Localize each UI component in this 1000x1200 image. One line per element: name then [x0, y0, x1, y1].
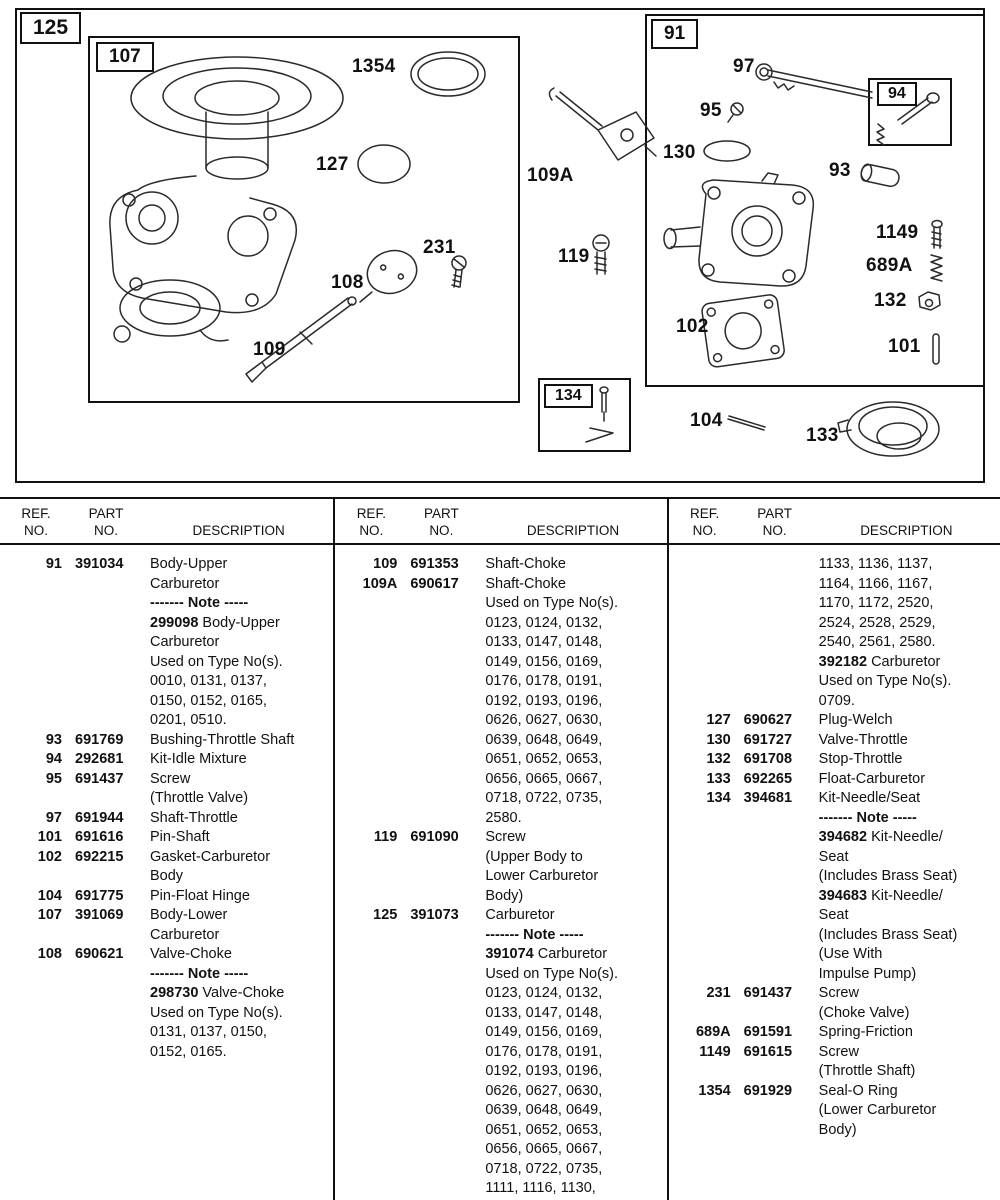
ref-no: 93	[45, 731, 62, 748]
description: Stop-Throttle	[818, 751, 903, 767]
callout-104: 104	[690, 410, 723, 431]
part-no: 691591	[743, 1024, 793, 1040]
callout-1354: 1354	[352, 56, 396, 77]
description: Body-Lower Carburetor	[150, 907, 228, 943]
ref-no: 1354	[698, 1082, 731, 1099]
part-row	[10, 731, 327, 751]
part-row	[679, 1023, 994, 1043]
part-no: 692265	[743, 770, 793, 787]
part-no: 391069	[75, 907, 124, 923]
part-row	[345, 575, 660, 829]
ref-no: 102	[37, 848, 62, 865]
description: Screw (Upper Body to Lower Carburetor Body)	[485, 829, 599, 904]
figure-number-label: 125	[20, 12, 81, 44]
part-no: 691090	[410, 829, 459, 845]
part-no: 691944	[75, 809, 124, 826]
needle-kit-box-label: 134	[544, 384, 593, 408]
ref-no: 689A	[695, 1024, 731, 1040]
callout-109: 109	[253, 339, 286, 360]
part-row	[679, 750, 994, 770]
desc-header: DESCRIPTION	[860, 523, 953, 538]
part-no: 691929	[743, 1082, 793, 1099]
part-row	[345, 906, 660, 1199]
description: Seal-O Ring (Lower Carburetor Body)	[818, 1082, 937, 1138]
description: Screw (Throttle Shaft)	[818, 1043, 916, 1079]
part-row	[10, 887, 327, 907]
column-header	[345, 505, 660, 539]
callout-1149: 1149	[876, 222, 919, 243]
part-no: 691615	[743, 1043, 793, 1060]
part-no: 391073	[410, 907, 459, 923]
ref-no: 109A	[362, 575, 398, 592]
part-no: 691775	[75, 887, 124, 904]
callout-109A: 109A	[527, 165, 574, 186]
part-no: 692215	[75, 848, 124, 865]
lower-body-frame	[88, 36, 520, 403]
part-row	[679, 1043, 994, 1082]
ref-no: 97	[45, 809, 62, 826]
part-no: 691727	[743, 731, 793, 748]
lower-body-box-label: 107	[96, 42, 154, 72]
part-row	[345, 555, 660, 575]
part-no: 391034	[75, 556, 124, 572]
part-row	[679, 789, 994, 984]
desc-header: DESCRIPTION	[526, 523, 620, 538]
exploded-parts-diagram	[0, 0, 1000, 492]
part-row	[10, 906, 327, 945]
description: Screw (Throttle Valve)	[150, 770, 249, 806]
description: 1133, 1136, 1137, 1164, 1166, 1167, 1170, 1172, 2520, 2524, 2528, 2529, 2540, 2561, 2580. 392182 Carburetor Used on Type No(s). 0709.	[818, 556, 952, 709]
callout-102: 102	[676, 316, 709, 337]
table-column-2	[333, 499, 666, 1200]
description: Pin-Float Hinge	[150, 887, 250, 904]
description: Valve-Throttle	[818, 731, 908, 748]
ref-no: 130	[706, 731, 731, 748]
ref-header: REF. NO.	[21, 506, 51, 538]
part-no: 394681	[743, 790, 793, 806]
callout-130: 130	[663, 142, 696, 163]
callout-95: 95	[700, 100, 722, 121]
callout-101: 101	[888, 336, 921, 357]
desc-header: DESCRIPTION	[192, 523, 285, 538]
description: Bushing-Throttle Shaft	[150, 731, 295, 748]
ref-no: 107	[37, 907, 62, 923]
description: Spring-Friction	[818, 1024, 913, 1040]
ref-no: 231	[706, 985, 731, 1001]
part-no: 691353	[410, 556, 459, 572]
callout-97: 97	[733, 56, 755, 77]
part-row	[10, 555, 327, 731]
callout-133: 133	[806, 425, 839, 446]
idle-kit-box-label: 94	[877, 82, 917, 106]
description: Body-Upper Carburetor ------- Note ----- 299098 Body-Upper Carburetor Used on Type No(s). 0010, 0131, 0137, 0150, 0152, 0165, 0201, 0510.	[150, 556, 283, 728]
ref-no: 134	[706, 790, 731, 806]
upper-body-box-label: 91	[651, 19, 698, 49]
column-header	[679, 505, 994, 539]
description: Kit-Needle/Seat ------- Note ----- 394682 Kit-Needle/ Seat (Includes Brass Seat) 394683 Kit-Needle/ Seat (Includes Brass Seat) (Use With Impulse Pump)	[818, 790, 958, 982]
ref-no: 101	[37, 829, 62, 845]
ref-header: REF. NO.	[690, 506, 720, 538]
part-row	[679, 555, 994, 711]
description: Shaft-Choke	[485, 556, 566, 572]
ref-no: 133	[706, 770, 731, 787]
callout-108: 108	[331, 272, 364, 293]
ref-no: 108	[37, 946, 62, 962]
ref-no: 1149	[699, 1043, 731, 1060]
part-row	[679, 770, 994, 790]
ref-no: 95	[45, 770, 62, 787]
part-header: PART NO.	[423, 506, 459, 538]
ref-header: REF. NO.	[356, 506, 386, 538]
parts-list-table	[0, 497, 1000, 1200]
part-no: 691437	[75, 770, 124, 787]
ref-no: 132	[706, 751, 731, 767]
description: Shaft-Throttle	[150, 809, 238, 826]
callout-132: 132	[874, 290, 907, 311]
part-row	[10, 750, 327, 770]
callout-93: 93	[829, 160, 851, 181]
ref-no: 109	[373, 556, 398, 572]
part-row	[10, 828, 327, 848]
part-header: PART NO.	[757, 506, 793, 538]
header-rule	[0, 543, 1000, 545]
callout-689A: 689A	[866, 255, 913, 276]
part-no: 691616	[75, 829, 124, 845]
part-no: 690617	[410, 575, 459, 592]
callout-119: 119	[558, 246, 590, 267]
part-row	[679, 731, 994, 751]
column-body	[10, 555, 327, 1062]
ref-no: 91	[45, 556, 62, 572]
part-no: 691769	[75, 731, 124, 748]
ref-no: 125	[373, 907, 398, 923]
column-body	[679, 555, 994, 1140]
description: Pin-Shaft	[150, 829, 210, 845]
description: Kit-Idle Mixture	[150, 751, 247, 767]
description: Screw (Choke Valve)	[818, 985, 910, 1021]
ref-no: 94	[45, 751, 62, 767]
callout-127: 127	[316, 154, 349, 175]
part-row	[679, 1082, 994, 1141]
description: Shaft-Choke Used on Type No(s). 0123, 0124, 0132, 0133, 0147, 0148, 0149, 0156, 0169, 0176, 0178, 0191, 0192, 0193, 0196, 0626, 0627, 0630, 0639, 0648, 0649, 0651, 0652, 0653, 0656, 0665, 0667, 0718, 0722, 0735, 2580.	[485, 575, 619, 826]
ref-no: 119	[373, 829, 398, 845]
description: Plug-Welch	[818, 712, 893, 728]
description: Float-Carburetor	[818, 770, 926, 787]
table-column-3	[667, 499, 1000, 1200]
part-no: 691708	[743, 751, 793, 767]
description: Carburetor ------- Note ----- 391074 Carburetor Used on Type No(s). 0123, 0124, 0132, 0133, 0147, 0148, 0149, 0156, 0169, 0176, 0178, 0191, 0192, 0193, 0196, 0626, 0627, 0630, 0639, 0648, 0649, 0651, 0652, 0653, 0656, 0665, 0667, 0718, 0722, 0735, 1111, 1116, 1130,	[485, 907, 619, 1196]
part-no: 691437	[743, 985, 793, 1001]
ref-no: 127	[706, 712, 731, 728]
part-row	[10, 809, 327, 829]
callout-231: 231	[423, 237, 456, 258]
table-column-1	[0, 499, 333, 1200]
part-header: PART NO.	[88, 506, 124, 538]
part-no: 292681	[75, 751, 124, 767]
description: Gasket-Carburetor Body	[150, 848, 271, 884]
part-no: 690627	[743, 712, 793, 728]
column-header	[10, 505, 327, 539]
part-row	[345, 828, 660, 906]
part-no: 690621	[75, 946, 124, 962]
description: Valve-Choke ------- Note ----- 298730 Valve-Choke Used on Type No(s). 0131, 0137, 0150, 0152, 0165.	[150, 946, 285, 1060]
part-row	[10, 770, 327, 809]
column-body	[345, 555, 660, 1199]
part-row	[679, 711, 994, 731]
part-row	[10, 945, 327, 1062]
part-row	[679, 984, 994, 1023]
part-row	[10, 848, 327, 887]
ref-no: 104	[37, 887, 62, 904]
